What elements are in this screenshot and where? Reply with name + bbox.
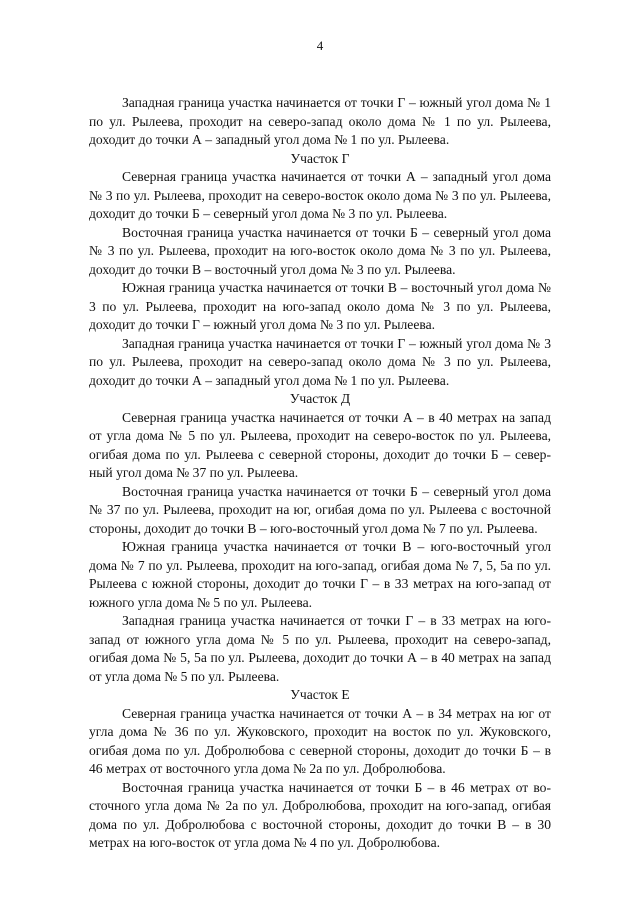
paragraph: Южная граница участка начинается от точки В – юго-восточный угол дома № 7 по ул. Рылеева, проходит на юго-запад, огибая дома № 7, 5, 5а по ул. Рылеева с южной стороны, доходит до точки Г – в 33 метрах на юго-запад от южного угла дома № 5 по ул. Рылеева. [89, 539, 551, 610]
paragraph: Северная граница участка начинается от точки А – в 40 метрах на запад от угла дома № 5 по ул. Рылеева, проходит на северо-восток по ул. Рылеева, огибая дома по ул. Рылеева с северной стороны, доходит до точки Б – северный угол дома № 37 по ул. Рылеева. [89, 409, 551, 480]
document-body [89, 94, 551, 853]
section-heading-e: Участок Е [290, 687, 350, 702]
paragraph: Восточная граница участка начинается от точки Б – северный угол дома № 37 по ул. Рылеева, проходит на юг, огибая дома по ул. Рылеева с восточной стороны, доходит до точки В – юго-восточный угол дома № 7 по ул. Рылеева. [89, 483, 551, 536]
paragraph: Западная граница участка начинается от точки Г – южный угол дома № 3 по ул. Рылеева, проходит на северо-запад около дома № 3 по ул. Рылеева, доходит до точки А – западный угол дома № 1 по ул. Рылеева. [89, 335, 551, 388]
paragraph: Восточная граница участка начинается от точки Б – северный угол дома № 3 по ул. Рылеева, проходит на юго-восток около дома № 3 по ул. Рылеева, доходит до точки В – восточный угол дома № 3 по ул. Рылеева. [89, 224, 551, 277]
paragraph: Западная граница участка начинается от точки Г – в 33 метрах на юго-запад от южного угла дома № 5 по ул. Рылеева, проходит на северо-запад, огибая дома № 5, 5а по ул. Рылеева, доходит до точки А – в 40 метрах на запад от угла дома № 5 по ул. Рылеева. [89, 613, 551, 684]
paragraph: Южная граница участка начинается от точки В – восточный угол дома № 3 по ул. Рылеева, проходит на юго-запад около дома № 3 по ул. Рылеева, доходит до точки Г – южный угол дома № 3 по ул. Рылеева. [89, 280, 551, 332]
paragraph: Северная граница участка начинается от точки А – в 34 метрах на юг от угла дома № 36 по ул. Жуковского, проходит на восток по ул. Жуковского, огибая дома по ул. Добролюбова с северной стороны, доходит до точки Б – в 46 метрах от восточного угла дома № 2а по ул. Добролюбова. [89, 705, 551, 776]
paragraph: Западная граница участка начинается от точки Г – южный угол дома № 1 по ул. Рылеева, проходит на северо-запад около дома № 1 по ул. Рылеева, доходит до точки А – западный угол дома № 1 по ул. Рылеева. [89, 95, 551, 147]
page-number: 4 [316, 38, 324, 53]
paragraph: Восточная граница участка начинается от точки Б – в 46 метрах от восточного угла дома № 2а по ул. Добролюбова, проходит на юго-запад, огибая дома по ул. Добролюбова с восточной стороны, доходит до точки В – в 30 метрах на юго-восток от угла дома № 4 по ул. Добролюбова. [89, 779, 551, 850]
section-heading-g: Участок Г [290, 150, 350, 166]
section-heading-d: Участок Д [289, 391, 351, 406]
paragraph: Северная граница участка начинается от точки А – западный угол дома № 3 по ул. Рылеева, проходит на северо-восток около дома № 3 по ул. Рылеева, доходит до точки Б – северный угол дома № 3 по ул. Рылеева. [89, 169, 551, 221]
